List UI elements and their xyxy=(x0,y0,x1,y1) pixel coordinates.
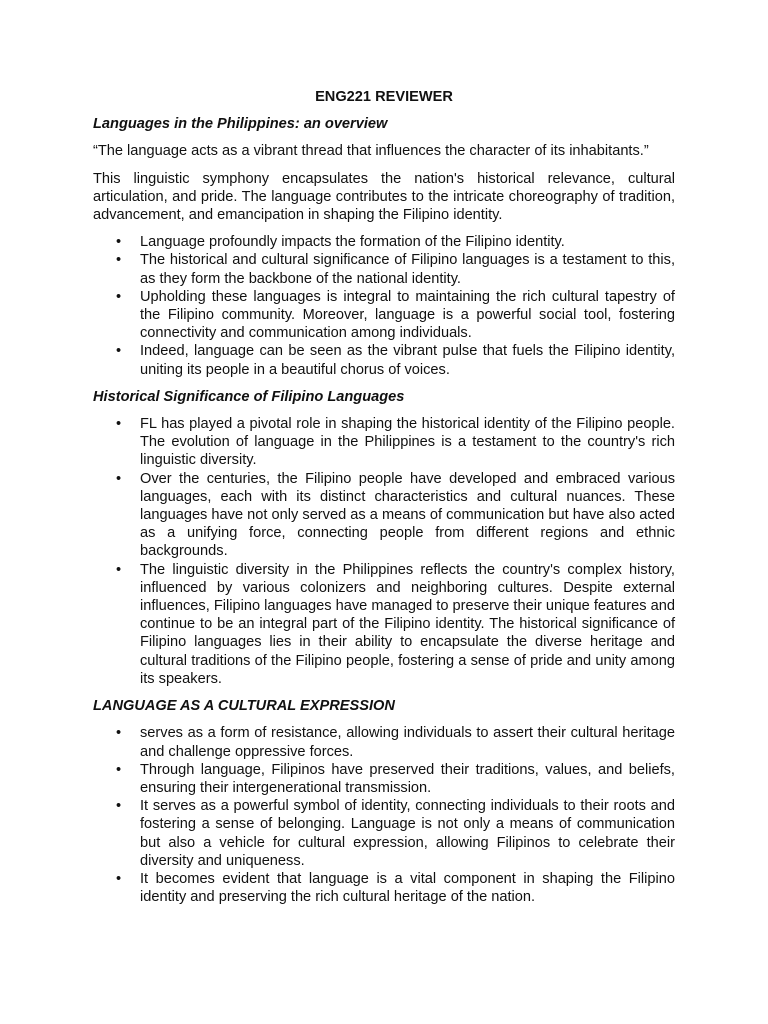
list-item-text: Indeed, language can be seen as the vibrant pulse that fuels the Filipino identity, uniting its people in a beautiful chorus of voices. xyxy=(140,343,675,378)
list-item xyxy=(93,724,675,760)
list-item xyxy=(93,288,675,343)
section-heading: Historical Significance of Filipino Languages xyxy=(93,388,405,405)
list-item-text: Through language, Filipinos have preserved their traditions, values, and beliefs, ensuring their intergenerational transmission. xyxy=(140,761,675,796)
bullet-list xyxy=(93,724,675,906)
list-item-text: The historical and cultural significance of Filipino languages is a testament to this, as they form the backbone of the national identity. xyxy=(140,252,675,287)
list-item xyxy=(93,761,675,797)
list-item-text: Language profoundly impacts the formation of the Filipino identity. xyxy=(140,234,565,251)
list-item xyxy=(93,470,675,561)
bullet-icon: • xyxy=(116,798,122,815)
list-item xyxy=(93,251,675,287)
bullet-icon: • xyxy=(116,343,122,360)
bullet-icon: • xyxy=(116,416,122,433)
list-item xyxy=(93,342,675,378)
bullet-icon: • xyxy=(116,561,122,578)
section-heading: LANGUAGE AS A CULTURAL EXPRESSION xyxy=(93,698,395,715)
bullet-icon: • xyxy=(116,252,122,269)
section-heading: Languages in the Philippines: an overview xyxy=(93,116,388,133)
bullet-icon: • xyxy=(116,761,122,778)
intro-paragraph: This linguistic symphony encapsulates the nation's historical relevance, cultural articulation, and pride. The language contributes to the intricate choreography of tradition, advancement, and emancipation in shaping the Filipino identity. xyxy=(93,170,675,224)
bullet-list xyxy=(93,233,675,379)
list-item xyxy=(93,870,675,906)
section-cultural-expression xyxy=(93,697,675,906)
list-item-text: serves as a form of resistance, allowing individuals to assert their cultural heritage and challenge oppressive forces. xyxy=(140,725,675,760)
list-item-text: It becomes evident that language is a vital component in shaping the Filipino identity and preserving the rich cultural heritage of the nation. xyxy=(140,870,675,906)
list-item xyxy=(93,415,675,470)
document-title: ENG221 REVIEWER xyxy=(315,89,453,105)
section-overview xyxy=(93,115,675,379)
bullet-icon: • xyxy=(116,470,122,487)
bullet-list xyxy=(93,415,675,688)
list-item-text: Over the centuries, the Filipino people have developed and embraced various languages, each with its distinct characteristics and cultural nuances. These languages have not only served as a means of communication but have also acted as a unifying force, connecting people from different regions and ethnic backgrounds. xyxy=(140,470,675,560)
section-historical-significance xyxy=(93,388,675,688)
bullet-icon: • xyxy=(116,288,122,305)
list-item-text: The linguistic diversity in the Philippines reflects the country's complex history, influenced by various colonizers and neighboring cultures. Despite external influences, Filipino languages have managed to preserve their unique features and continue to be an integral part of the Filipino identity. The historical significance of Filipino languages lies in their ability to encapsulate the diverse heritage and cultural traditions of the Filipino people, fostering a sense of pride and unity among its speakers. xyxy=(140,561,675,687)
list-item-text: FL has played a pivotal role in shaping the historical identity of the Filipino people. The evolution of language in the Philippines is a testament to the country's rich linguistic diversity. xyxy=(140,416,675,469)
list-item-text: It serves as a powerful symbol of identity, connecting individuals to their roots and fostering a sense of belonging. Language is not only a means of communication but also a vehicle for cultural expression, allowing Filipinos to celebrate their diversity and uniqueness. xyxy=(140,798,675,869)
list-item-text: Upholding these languages is integral to maintaining the rich cultural tapestry of the Filipino community. Moreover, language is a powerful social tool, fostering connectivity and communication among individuals. xyxy=(140,288,675,342)
list-item xyxy=(93,797,675,870)
quote-paragraph: “The language acts as a vibrant thread that influences the character of its inhabitants.” xyxy=(93,143,649,160)
list-item xyxy=(93,233,675,251)
bullet-icon: • xyxy=(116,870,122,887)
bullet-icon: • xyxy=(116,725,122,742)
list-item xyxy=(93,561,675,688)
bullet-icon: • xyxy=(116,234,122,251)
